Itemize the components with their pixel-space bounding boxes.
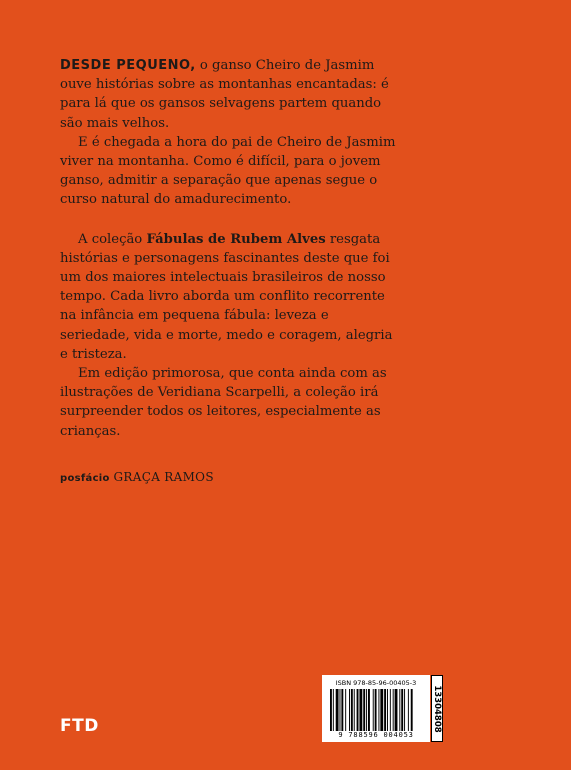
barcode-bar (393, 689, 394, 731)
barcode-bar (340, 689, 341, 731)
postface-author: GRAÇA RAMOS (113, 470, 214, 484)
barcode-bar (373, 689, 374, 731)
barcode-bar (390, 689, 391, 731)
barcode-bar (345, 689, 346, 731)
postface-label: posfácio (60, 473, 110, 484)
paragraph-collection (60, 230, 400, 364)
barcode-bar (411, 689, 413, 731)
paragraph-intro (60, 56, 400, 133)
barcode-bar (378, 689, 379, 731)
barcode-bar (401, 689, 403, 731)
product-code-box (431, 675, 443, 742)
paragraph-edition: Em edição primorosa, que conta ainda com as ilustrações de Veridiana Scarpelli, a coleção irá surpreender todos os leitores, especialmente as crianças. (60, 366, 387, 439)
collection-post: resgata histórias e personagens fascinantes deste que foi um dos maiores intelectuais brasileiros de nosso tempo. Cada livro aborda um conflito recorrente na infância em pequena fábula: leveza e seriedade, vida e morte, medo e coragem, alegria e tristeza. (60, 231, 393, 362)
postface-credit (60, 470, 214, 484)
lead-in: DESDE PEQUENO, (60, 58, 196, 73)
barcode-bar (351, 689, 353, 731)
barcode-bar (366, 689, 367, 731)
barcode-bar (363, 689, 365, 731)
barcode-bar (330, 689, 332, 731)
barcode-bar (404, 689, 405, 731)
barcode-bar (395, 689, 398, 731)
barcode-bar (387, 689, 388, 731)
barcode-bar (399, 689, 400, 731)
barcode-bar (336, 689, 339, 731)
barcode-bar (408, 689, 409, 731)
isbn-number: ISBN 978-85-96-00405-3 (335, 679, 417, 687)
barcode-bar (384, 689, 386, 731)
barcode-bars (330, 689, 422, 731)
barcode-bar (354, 689, 355, 731)
publisher-logo: FTD (60, 716, 99, 736)
paragraph-father: E é chegada a hora do pai de Cheiro de Jasmim viver na montanha. Como é difícil, para o jovem ganso, admitir a separação que apenas segue o curso natural do amadurecimento. (60, 134, 396, 208)
collection-pre: A coleção (78, 231, 147, 247)
barcode-bar (341, 689, 343, 731)
barcode-bar (375, 689, 377, 731)
back-cover-text (60, 56, 400, 441)
barcode-bar (380, 689, 383, 731)
barcode-bar (359, 689, 362, 731)
ean-number: 9 788596 004053 (338, 731, 414, 739)
barcode-bar (368, 689, 370, 731)
barcode-bar (333, 689, 334, 731)
isbn-barcode (322, 675, 430, 742)
series-title: Fábulas de Rubem Alves (146, 231, 326, 247)
barcode-bar (357, 689, 359, 731)
product-code: 13304808 (432, 684, 442, 733)
intro-text: o ganso Cheiro de Jasmim ouve histórias sobre as montanhas encantadas: é para lá que os gansos selvagens partem quando são mais velhos. (60, 58, 389, 131)
barcode-bar (349, 689, 350, 731)
